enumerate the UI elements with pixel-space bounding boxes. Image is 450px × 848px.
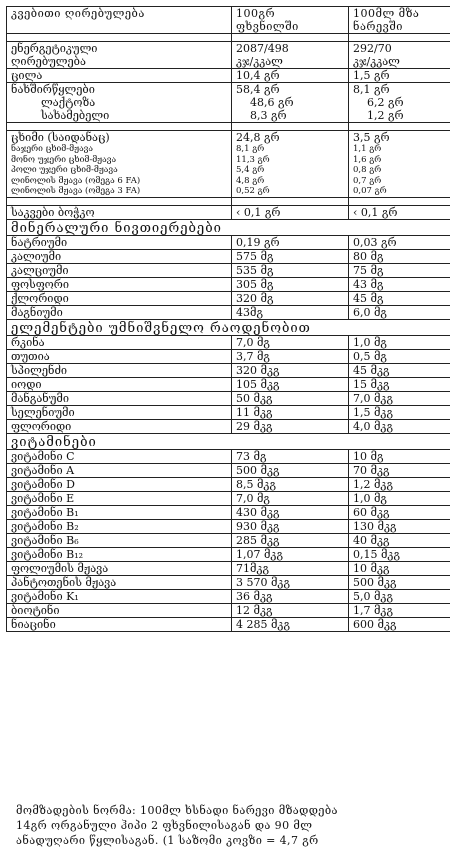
carbs-sub-label-0: ლაქტოზა <box>11 96 227 109</box>
fat-sub-label-0: ნაჯერი ცხიმ-მჟავა <box>11 144 227 155</box>
vitamins-section-row-value-powder: 285 მკგ <box>232 533 349 547</box>
minerals-section-row-value-mix: 43 მგ <box>349 277 450 291</box>
note-line-3: ანადუღარი წყლისაგან. (1 საზომი კოვზი = 4,7 გრ <box>16 833 446 848</box>
fiber-value-mix: ‹ 0,1 გრ <box>349 205 450 219</box>
table-row <box>7 533 450 547</box>
table-row <box>7 419 450 433</box>
vitamins-section-row-value-powder: 12 მკგ <box>232 603 349 617</box>
spacer-row <box>7 34 450 42</box>
protein-row <box>7 69 450 83</box>
vitamins-section-row-label: ვიტამინი K₁ <box>7 589 232 603</box>
fiber-row <box>7 205 450 219</box>
minerals-section-row-label: ქლორიდი <box>7 291 232 305</box>
minerals-section-title-row <box>7 219 450 235</box>
table-row <box>7 263 450 277</box>
trace-section-row-label: მანგანუმი <box>7 391 232 405</box>
note-line-1: მომზადების ნორმა: 100მლ ხსნადი ნარევი მზადდება <box>16 803 446 818</box>
minerals-section-row-label: მაგნიუმი <box>7 305 232 319</box>
fat-sub4-powder: 0,52 გრ <box>236 186 344 197</box>
minerals-section-row-label: ფოსფორი <box>7 277 232 291</box>
trace-section-row-value-mix: 45 მკგ <box>349 363 450 377</box>
minerals-section-title: მინერალური ნივთიერებები <box>7 219 450 235</box>
preparation-note <box>16 803 446 848</box>
vitamins-section-row-label: ვიტამინი D <box>7 477 232 491</box>
minerals-section-row-value-powder: 575 მგ <box>232 249 349 263</box>
header-col2-line1: 100გრ <box>236 7 344 20</box>
vitamins-section-row-value-mix: 40 მკგ <box>349 533 450 547</box>
table-row <box>7 491 450 505</box>
table-row <box>7 617 450 631</box>
vitamins-section-row-value-powder: 1,07 მკგ <box>232 547 349 561</box>
minerals-section-row-value-powder: 535 მგ <box>232 263 349 277</box>
spacer-row <box>7 197 450 205</box>
trace-section-row-value-mix: 1,0 მგ <box>349 335 450 349</box>
vitamins-section-row-label: პანტოთენის მჟავა <box>7 575 232 589</box>
table-row <box>7 405 450 419</box>
table-row <box>7 335 450 349</box>
protein-label: ცილა <box>7 69 232 83</box>
trace-section-row-label: იოდი <box>7 377 232 391</box>
table-row <box>7 305 450 319</box>
vitamins-section-row-value-powder: 71მკგ <box>232 561 349 575</box>
header-col2 <box>232 7 349 34</box>
minerals-section-row-value-mix: 80 მგ <box>349 249 450 263</box>
vitamins-section-row-value-powder: 430 მკგ <box>232 505 349 519</box>
fat-sub-label-2: პოლი უჯერი ცხიმ-მჟავა <box>11 165 227 176</box>
energy-mix-line2: კჯ/კკალ <box>353 55 450 68</box>
trace-section-row-value-mix: 7,0 მკგ <box>349 391 450 405</box>
vitamins-section-row-label: ვიტამინი C <box>7 449 232 463</box>
vitamins-section-row-value-mix: 1,7 მკგ <box>349 603 450 617</box>
energy-value-powder <box>232 42 349 69</box>
carbs-sub1-mix: 1,2 გრ <box>353 109 450 122</box>
minerals-section-row-label: ნატრიუმი <box>7 235 232 249</box>
table-row <box>7 291 450 305</box>
carbs-sub0-powder: 48,6 გრ <box>236 96 344 109</box>
fat-sub4-mix: 0,07 გრ <box>353 186 450 197</box>
fat-label <box>7 131 232 198</box>
vitamins-section-row-label: ნიაცინი <box>7 617 232 631</box>
vitamins-section-row-value-powder: 36 მკგ <box>232 589 349 603</box>
minerals-section-row-value-powder: 0,19 გრ <box>232 235 349 249</box>
carbs-row <box>7 83 450 123</box>
vitamins-section-row-value-mix: 70 მკგ <box>349 463 450 477</box>
trace-section-title-row <box>7 319 450 335</box>
vitamins-section-row-label: ვიტამინი A <box>7 463 232 477</box>
energy-powder-line1: 2087/498 <box>236 42 344 55</box>
trace-section-row-value-mix: 0,5 მგ <box>349 349 450 363</box>
vitamins-section-row-value-mix: 500 მკგ <box>349 575 450 589</box>
trace-section-row-value-powder: 7,0 მგ <box>232 335 349 349</box>
trace-section-row-value-powder: 105 მკგ <box>232 377 349 391</box>
header-row <box>7 7 450 34</box>
energy-row <box>7 42 450 69</box>
table-row <box>7 463 450 477</box>
minerals-section-row-value-mix: 0,03 გრ <box>349 235 450 249</box>
minerals-section-row-label: კალიუმი <box>7 249 232 263</box>
carbs-value-powder <box>232 83 349 123</box>
vitamins-section-row-value-powder: 7,0 მგ <box>232 491 349 505</box>
fat-value-powder <box>232 131 349 198</box>
vitamins-section-row-value-mix: 130 მკგ <box>349 519 450 533</box>
trace-section-row-value-powder: 50 მკგ <box>232 391 349 405</box>
vitamins-section-row-label: ვიტამინი B₆ <box>7 533 232 547</box>
energy-powder-line2: კჯ/კკალ <box>236 55 344 68</box>
fat-sub1-mix: 1,6 გრ <box>353 155 450 166</box>
fat-value-mix <box>349 131 450 198</box>
table-row <box>7 477 450 491</box>
vitamins-section-row-label: ფოლიუმის მჟავა <box>7 561 232 575</box>
table-row <box>7 561 450 575</box>
fat-label-main: ცხიმი (საიდანაც) <box>11 131 227 144</box>
minerals-section-row-value-powder: 320 მგ <box>232 291 349 305</box>
trace-section-row-value-mix: 4,0 მკგ <box>349 419 450 433</box>
trace-section-row-label: ფლორიდი <box>7 419 232 433</box>
fat-sub2-mix: 0,8 გრ <box>353 165 450 176</box>
fat-sub-label-3: ლინოლის მჟავა (ომეგა 6 FA) <box>11 176 227 187</box>
trace-section-row-value-powder: 3,7 მგ <box>232 349 349 363</box>
fat-sub-label-1: მონო უჯერი ცხიმ-მჟავა <box>11 155 227 166</box>
table-row <box>7 277 450 291</box>
energy-mix-line1: 292/70 <box>353 42 450 55</box>
vitamins-section-row-label: ვიტამინი E <box>7 491 232 505</box>
vitamins-section-title-row <box>7 433 450 449</box>
vitamins-section-row-value-mix: 10 მგ <box>349 449 450 463</box>
trace-section-row-value-powder: 320 მკგ <box>232 363 349 377</box>
protein-value-powder: 10,4 გრ <box>232 69 349 83</box>
minerals-section-row-value-powder: 43მგ <box>232 305 349 319</box>
header-col3 <box>349 7 450 34</box>
fat-sub0-powder: 8,1 გრ <box>236 144 344 155</box>
trace-section-row-value-powder: 29 მკგ <box>232 419 349 433</box>
fat-main-mix: 3,5 გრ <box>353 131 450 144</box>
fat-sub0-mix: 1,1 გრ <box>353 144 450 155</box>
vitamins-section-row-value-powder: 3 570 მკგ <box>232 575 349 589</box>
vitamins-section-row-value-powder: 500 მკგ <box>232 463 349 477</box>
carbs-label-main: ნახშირწყლები <box>11 83 227 96</box>
table-row <box>7 391 450 405</box>
trace-section-title: ელემენტები უმნიშვნელო რაოდენობით <box>7 319 450 335</box>
energy-value-mix <box>349 42 450 69</box>
header-col2-line2: ფხვნილში <box>236 20 344 33</box>
protein-value-mix: 1,5 გრ <box>349 69 450 83</box>
vitamins-section-row-label: ვიტამინი B₁ <box>7 505 232 519</box>
energy-label-line2: ღირებულება <box>11 55 227 68</box>
table-row <box>7 547 450 561</box>
carbs-label <box>7 83 232 123</box>
table-row <box>7 575 450 589</box>
carbs-sub1-powder: 8,3 გრ <box>236 109 344 122</box>
table-row <box>7 235 450 249</box>
vitamins-section-row-value-mix: 10 მკგ <box>349 561 450 575</box>
nutrition-table <box>6 6 450 632</box>
minerals-section-row-value-mix: 75 მგ <box>349 263 450 277</box>
fiber-value-powder: ‹ 0,1 გრ <box>232 205 349 219</box>
trace-section-row-label: სპილენძი <box>7 363 232 377</box>
fat-main-powder: 24,8 გრ <box>236 131 344 144</box>
fat-row <box>7 131 450 198</box>
trace-section-row-label: რკინა <box>7 335 232 349</box>
table-row <box>7 589 450 603</box>
vitamins-section-row-value-powder: 930 მკგ <box>232 519 349 533</box>
vitamins-section-row-value-mix: 1,2 მკგ <box>349 477 450 491</box>
trace-section-row-value-mix: 15 მკგ <box>349 377 450 391</box>
table-row <box>7 505 450 519</box>
trace-section-row-label: სელენიუმი <box>7 405 232 419</box>
vitamins-section-row-value-powder: 73 მგ <box>232 449 349 463</box>
carbs-main-mix: 8,1 გრ <box>353 83 450 96</box>
fat-sub-label-4: ლინოლის მჟავა (ომეგა 3 FA) <box>11 186 227 197</box>
trace-section-row-value-mix: 1,5 მკგ <box>349 405 450 419</box>
table-row <box>7 363 450 377</box>
spacer-row <box>7 123 450 131</box>
carbs-main-powder: 58,4 გრ <box>236 83 344 96</box>
vitamins-section-row-value-mix: 5,0 მკგ <box>349 589 450 603</box>
fat-sub3-powder: 4,8 გრ <box>236 176 344 187</box>
minerals-section-row-label: კალციუმი <box>7 263 232 277</box>
table-row <box>7 603 450 617</box>
carbs-sub0-mix: 6,2 გრ <box>353 96 450 109</box>
minerals-section-row-value-mix: 6,0 მგ <box>349 305 450 319</box>
fat-sub3-mix: 0,7 გრ <box>353 176 450 187</box>
vitamins-section-row-label: ვიტამინი B₁₂ <box>7 547 232 561</box>
trace-section-row-value-powder: 11 მკგ <box>232 405 349 419</box>
header-col1: კვებითი ღირებულება <box>7 7 232 34</box>
table-row <box>7 449 450 463</box>
vitamins-section-row-value-mix: 600 მკგ <box>349 617 450 631</box>
energy-label <box>7 42 232 69</box>
fat-sub1-powder: 11,3 გრ <box>236 155 344 166</box>
minerals-section-row-value-mix: 45 მგ <box>349 291 450 305</box>
nutrition-document <box>6 6 444 632</box>
vitamins-section-row-value-mix: 1,0 მგ <box>349 491 450 505</box>
fat-sub2-powder: 5,4 გრ <box>236 165 344 176</box>
vitamins-section-row-label: ვიტამინი B₂ <box>7 519 232 533</box>
table-row <box>7 519 450 533</box>
vitamins-section-row-value-mix: 0,15 მკგ <box>349 547 450 561</box>
minerals-section-row-value-powder: 305 მგ <box>232 277 349 291</box>
table-row <box>7 249 450 263</box>
table-row <box>7 349 450 363</box>
header-col3-line2: ნარევში <box>353 20 450 33</box>
energy-label-line1: ენერგეტიკული <box>11 42 227 55</box>
vitamins-section-row-value-mix: 60 მკგ <box>349 505 450 519</box>
vitamins-section-row-value-powder: 4 285 მკგ <box>232 617 349 631</box>
vitamins-section-row-label: ბიოტინი <box>7 603 232 617</box>
vitamins-section-title: ვიტამინები <box>7 433 450 449</box>
trace-section-row-label: თუთია <box>7 349 232 363</box>
fiber-label: საკვები ბოჭკო <box>7 205 232 219</box>
carbs-sub-label-1: სახამებელი <box>11 109 227 122</box>
carbs-value-mix <box>349 83 450 123</box>
table-row <box>7 377 450 391</box>
header-col3-line1: 100მლ მზა <box>353 7 450 20</box>
vitamins-section-row-value-powder: 8,5 მკგ <box>232 477 349 491</box>
note-line-2: 14გრ ორგანული ჰიპი 2 ფხვნილისაგან და 90 მლ <box>16 818 446 833</box>
